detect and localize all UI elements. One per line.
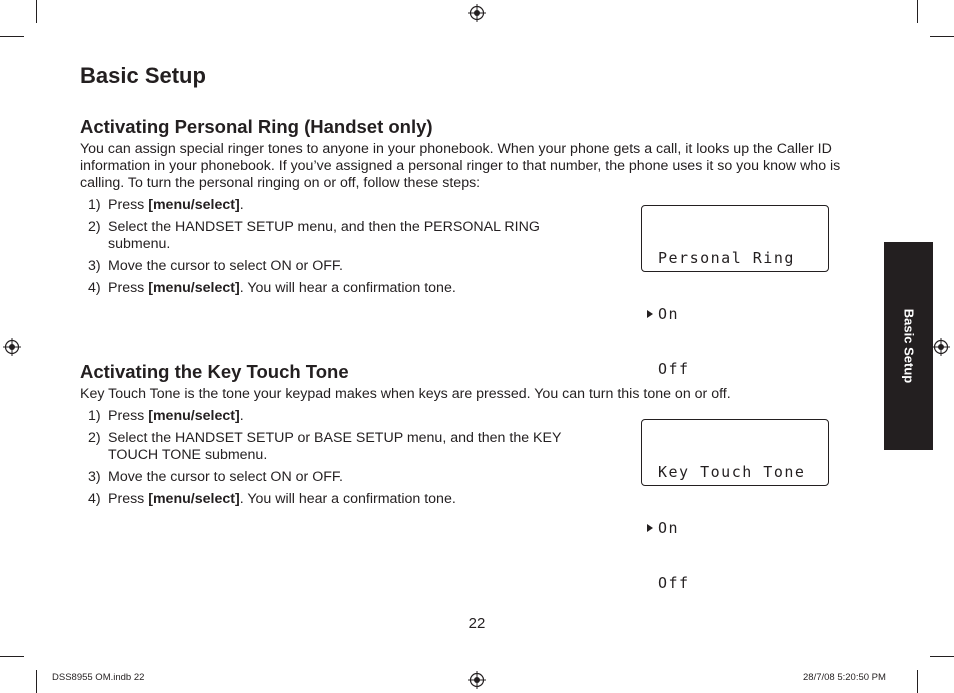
steps-list bbox=[88, 197, 588, 302]
section-title-personal-ring: Activating Personal Ring (Handset only) bbox=[80, 116, 433, 137]
list-item: 3) Move the cursor to select ON or OFF. bbox=[88, 258, 343, 274]
list-item: 1) Press [menu/select]. bbox=[88, 197, 244, 213]
crop-mark bbox=[0, 656, 24, 657]
crop-mark bbox=[930, 656, 954, 657]
list-item: 4) Press [menu/select]. You will hear a confirmation tone. bbox=[88, 280, 456, 296]
lcd-line: Off bbox=[658, 360, 690, 378]
footer-file: DSS8955 OM.indb 22 bbox=[52, 672, 145, 683]
lcd-cursor-icon bbox=[647, 310, 653, 318]
lcd-line: Personal Ring bbox=[658, 249, 795, 267]
lcd-display bbox=[641, 205, 829, 378]
crop-mark bbox=[930, 36, 954, 37]
lcd-display bbox=[641, 419, 829, 592]
lcd-line-selected: On bbox=[658, 305, 828, 324]
lcd-cursor-icon bbox=[647, 524, 653, 532]
crop-mark bbox=[917, 670, 918, 693]
page-number: 22 bbox=[468, 615, 486, 632]
crop-mark bbox=[36, 670, 37, 693]
list-item: 4) Press [menu/select]. You will hear a confirmation tone. bbox=[88, 491, 456, 507]
crop-mark bbox=[36, 0, 37, 23]
registration-mark-icon bbox=[932, 338, 950, 356]
registration-mark-icon bbox=[468, 4, 486, 22]
crop-mark bbox=[917, 0, 918, 23]
page-title: Basic Setup bbox=[80, 63, 206, 88]
steps-list bbox=[88, 408, 578, 513]
section-paragraph: You can assign special ringer tones to anyone in your phonebook. When your phone gets a call, it looks up the Caller ID information in your phonebook. If you’ve assigned a personal ringer to that number, the phone uses it so you know who is calling. To turn the personal ringing on or off, follow these steps: bbox=[80, 141, 841, 191]
registration-mark-icon bbox=[3, 338, 21, 356]
section-paragraph: Key Touch Tone is the tone your keypad makes when keys are pressed. You can turn this tone on or off. bbox=[80, 386, 731, 402]
side-tab-label: Basic Setup bbox=[901, 308, 916, 384]
footer-timestamp: 28/7/08 5:20:50 PM bbox=[803, 672, 886, 683]
registration-mark-icon bbox=[468, 671, 486, 689]
crop-mark bbox=[0, 36, 24, 37]
list-item: 3) Move the cursor to select ON or OFF. bbox=[88, 469, 343, 485]
section-title-key-touch-tone: Activating the Key Touch Tone bbox=[80, 361, 349, 382]
lcd-line: Key Touch Tone bbox=[658, 463, 806, 481]
list-item: 2) Select the HANDSET SETUP or BASE SETUP menu, and then the KEY TOUCH TONE submenu. bbox=[88, 430, 562, 463]
list-item: 2) Select the HANDSET SETUP menu, and then the PERSONAL RING submenu. bbox=[88, 219, 540, 252]
side-tab bbox=[884, 242, 933, 450]
lcd-line-selected: On bbox=[658, 519, 828, 538]
lcd-line: Off bbox=[658, 574, 690, 592]
list-item: 1) Press [menu/select]. bbox=[88, 408, 244, 424]
